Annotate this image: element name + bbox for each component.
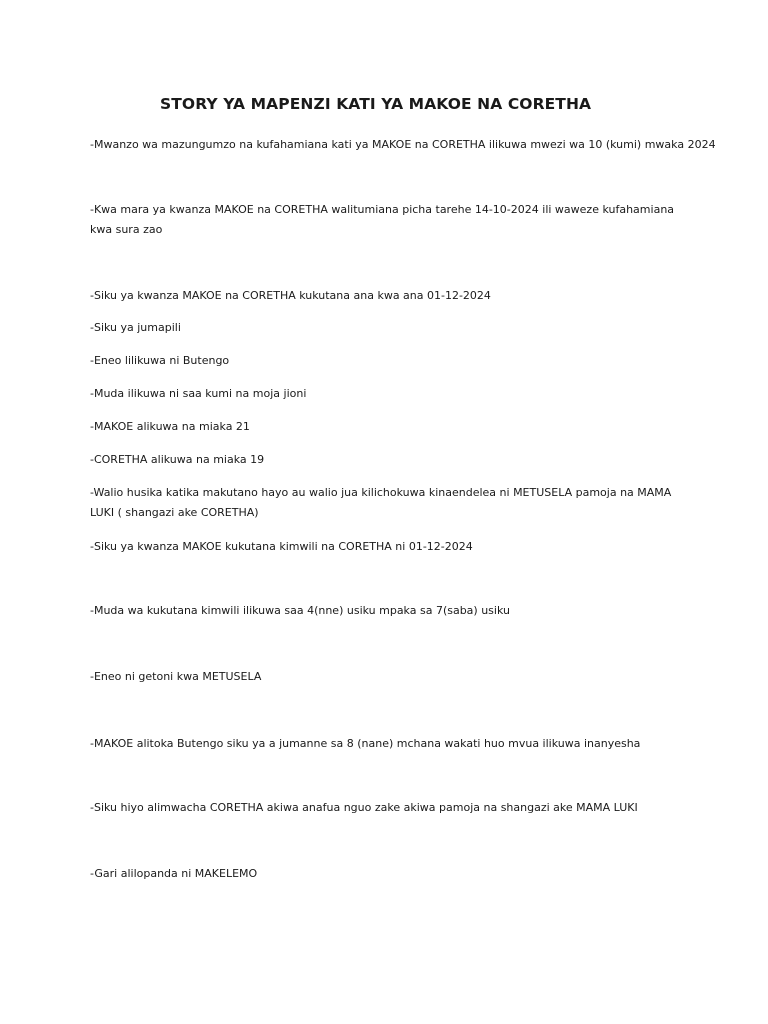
line-place: -Eneo lilikuwa ni Butengo — [90, 354, 230, 367]
line-conversation-start: -Mwanzo wa mazungumzo na kufahamiana kati ya MAKOE na CORETHA ilikuwa mwezi wa 10 (kumi) mwaka 2024 — [90, 138, 716, 151]
line-physical-meeting: -Siku ya kwanza MAKOE kukutana kimwili na CORETHA ni 01-12-2024 — [90, 540, 473, 553]
line-witnesses: -Walio husika katika makutano hayo au walio jua kilichokuwa kinaendelea ni METUSELA pamoja na MAMA LUKI ( shangazi ake CORETHA) — [90, 486, 672, 519]
line-makoe-age: -MAKOE alikuwa na miaka 21 — [90, 420, 250, 433]
line-departure: -MAKOE alitoka Butengo siku ya a jumanne sa 8 (nane) mchana wakati huo mvua ilikuwa inanyesha — [90, 737, 641, 750]
line-time: -Muda ilikuwa ni saa kumi na moja jioni — [90, 387, 307, 400]
line-day: -Siku ya jumapili — [90, 321, 181, 334]
line-meeting-place: -Eneo ni getoni kwa METUSELA — [90, 670, 262, 683]
line-vehicle: -Gari alilopanda ni MAKELEMO — [90, 867, 258, 880]
line-first-meeting: -Siku ya kwanza MAKOE na CORETHA kukutana ana kwa ana 01-12-2024 — [90, 289, 491, 302]
line-photos-exchanged: -Kwa mara ya kwanza MAKOE na CORETHA walitumiana picha tarehe 14-10-2024 ili waweze kufahamiana kwa sura zao — [90, 203, 675, 236]
line-that-day: -Siku hiyo alimwacha CORETHA akiwa anafua nguo zake akiwa pamoja na shangazi ake MAMA LUKI — [90, 801, 638, 814]
document-title: STORY YA MAPENZI KATI YA MAKOE NA CORETHA — [160, 95, 592, 113]
line-meeting-duration: -Muda wa kukutana kimwili ilikuwa saa 4(nne) usiku mpaka sa 7(saba) usiku — [90, 604, 510, 617]
line-coretha-age: -CORETHA alikuwa na miaka 19 — [90, 453, 265, 466]
